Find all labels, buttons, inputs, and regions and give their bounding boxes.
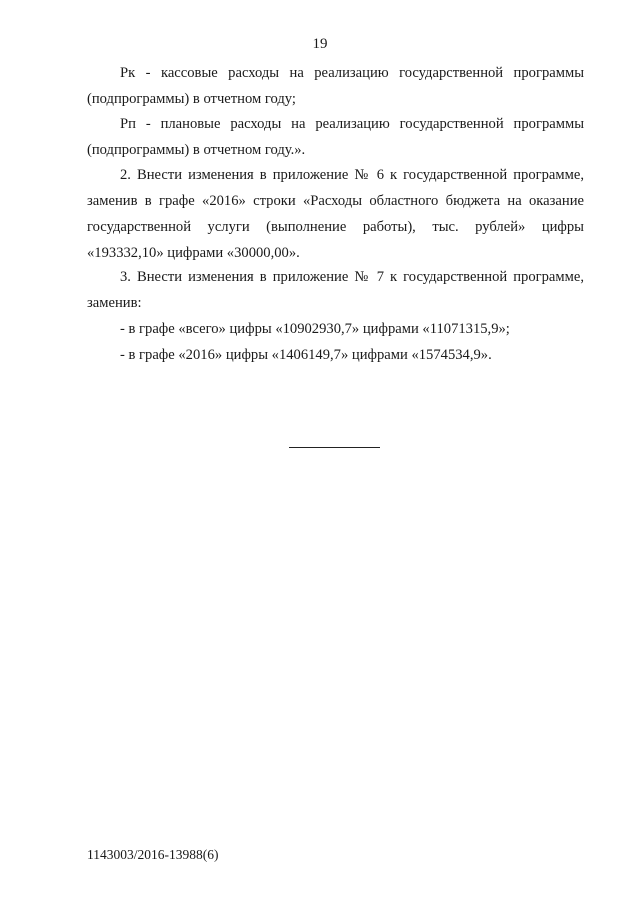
page-number: 19	[312, 36, 328, 52]
text-line: заменив в графе «2016» строки «Расходы областного бюджета на оказание	[87, 193, 584, 209]
text-line: - в графе «2016» цифры «1406149,7» цифрами «1574534,9».	[120, 347, 492, 363]
paragraph-rp-definition	[87, 111, 584, 163]
paragraph-item-3-total	[87, 316, 584, 342]
text-line: государственной услуги (выполнение работы), тыс. рублей» цифры	[87, 219, 584, 235]
text-line: - в графе «всего» цифры «10902930,7» цифрами «11071315,9»;	[120, 321, 510, 337]
paragraph-rk-definition	[87, 60, 584, 112]
text-line: 2. Внести изменения в приложение № 6 к государственной программе,	[120, 167, 584, 183]
text-line: Рк - кассовые расходы на реализацию государственной программы	[120, 65, 584, 81]
text-line: (подпрограммы) в отчетном году;	[87, 91, 296, 107]
paragraph-item-3	[87, 264, 584, 316]
text-line: 3. Внести изменения в приложение № 7 к государственной программе,	[120, 269, 584, 285]
text-line: заменив:	[87, 295, 142, 311]
paragraph-item-2	[87, 162, 584, 266]
text-line: (подпрограммы) в отчетном году.».	[87, 142, 306, 158]
text-line: Рп - плановые расходы на реализацию государственной программы	[120, 116, 584, 132]
separator-line	[289, 447, 380, 448]
text-line: «193332,10» цифрами «30000,00».	[87, 245, 300, 261]
paragraph-item-3-2016	[87, 342, 584, 368]
document-id: 1143003/2016-13988(6)	[87, 847, 219, 862]
